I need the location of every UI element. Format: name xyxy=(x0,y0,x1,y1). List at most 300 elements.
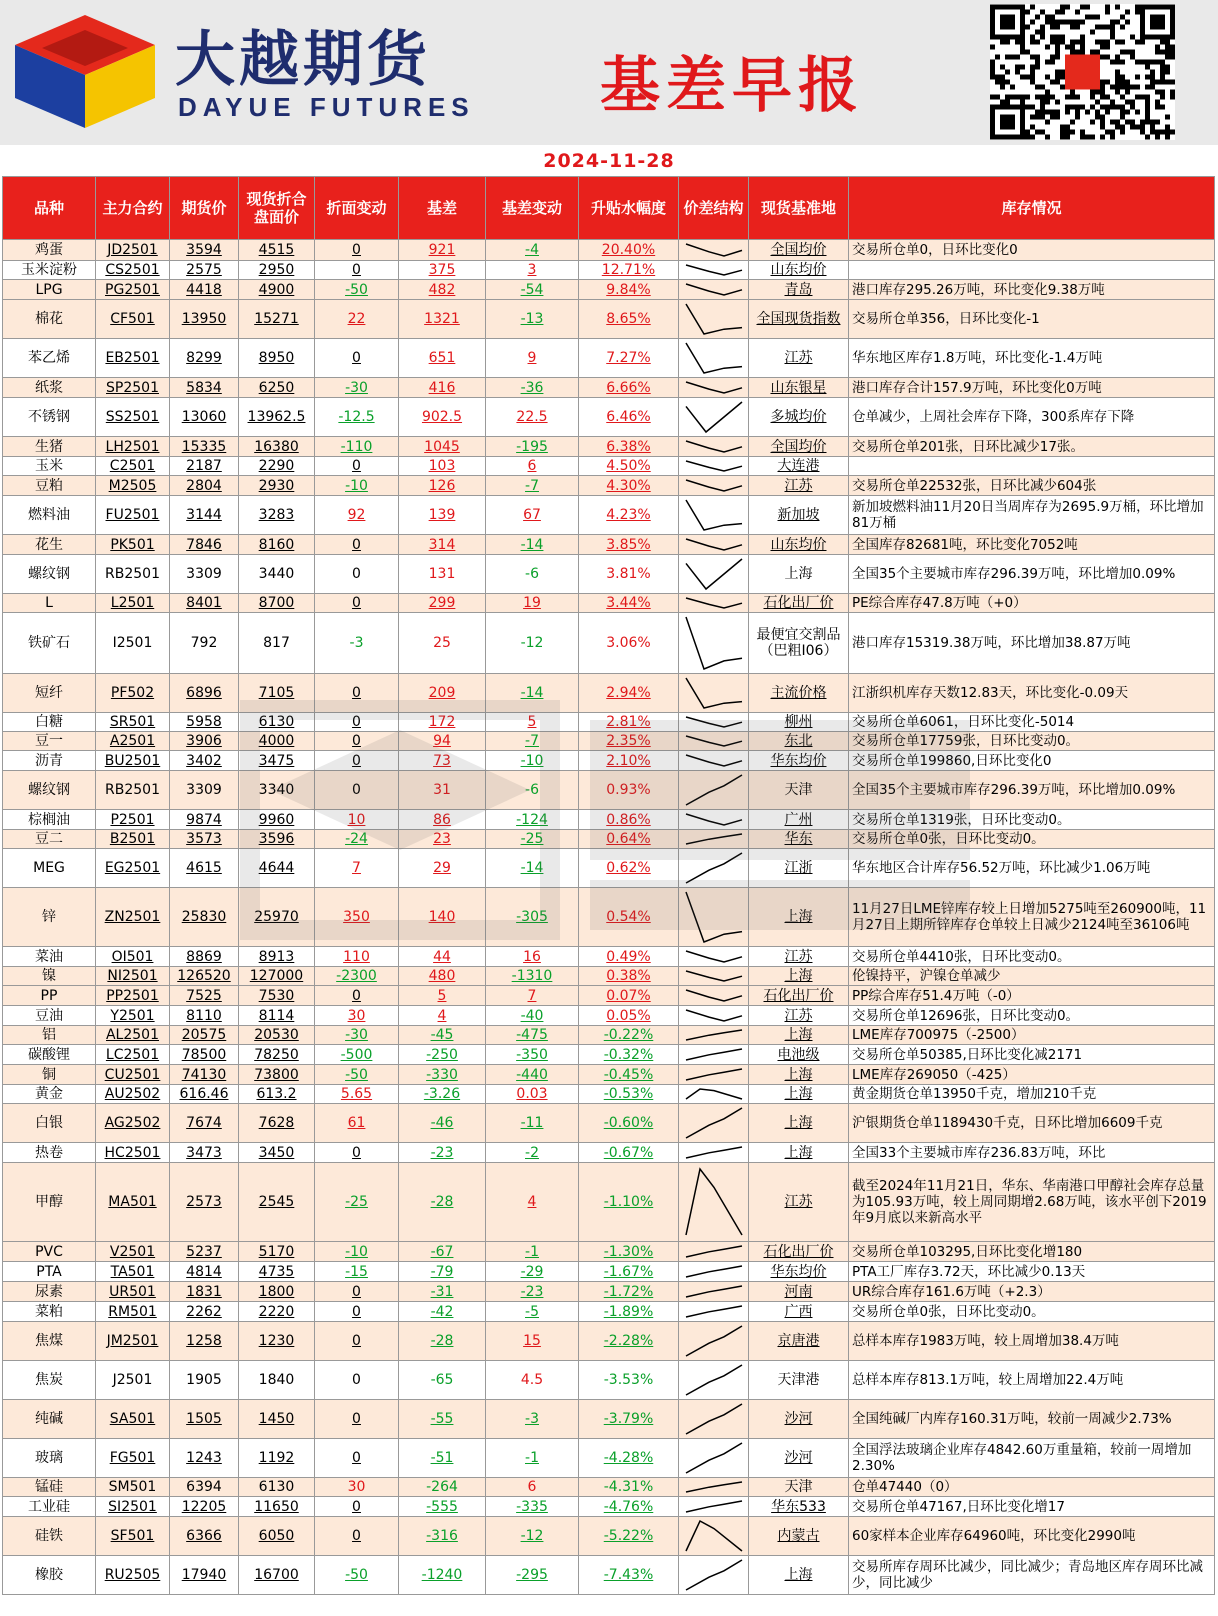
cell-premium xyxy=(579,613,679,674)
cell-spread-structure xyxy=(679,888,749,947)
cell-inventory xyxy=(849,613,1215,674)
cell-spot-change xyxy=(315,751,399,771)
cell-text: 1800 xyxy=(258,1283,295,1300)
cell-spot-location xyxy=(749,476,849,496)
cell-text: RB2501 xyxy=(105,782,160,798)
table-row xyxy=(3,947,1215,967)
cell-text: PTA xyxy=(36,1263,62,1280)
cell-basis-change xyxy=(486,1497,579,1517)
cell-futures-price xyxy=(170,457,239,476)
cell-text: -36 xyxy=(520,379,544,396)
cell-text: -10 xyxy=(345,1243,368,1260)
cell-text: 菜油 xyxy=(35,948,63,965)
cell-text: 1258 xyxy=(186,1333,222,1349)
cell-basis xyxy=(399,280,486,300)
cell-inventory xyxy=(849,947,1215,967)
spread-sparkline xyxy=(684,715,744,729)
cell-text: FG501 xyxy=(109,1450,156,1466)
cell-premium xyxy=(579,732,679,751)
cell-text: -0.67% xyxy=(603,1144,654,1161)
cell-text: 新加坡燃料油11月20日当周库存为2695.9万桶，环比增加81万桶 xyxy=(852,499,1204,531)
cell-text: 新加坡 xyxy=(777,507,820,523)
cell-futures-price xyxy=(170,339,239,378)
cell-text: J2501 xyxy=(112,1372,153,1388)
cell-premium xyxy=(579,555,679,594)
cell-spot-location xyxy=(749,1045,849,1065)
cell-text: -30 xyxy=(345,1027,368,1043)
cell-basis-change xyxy=(486,261,579,280)
cell-basis-change xyxy=(486,674,579,713)
cell-text: 20530 xyxy=(254,1027,299,1043)
cell-contract xyxy=(96,1242,170,1262)
cell-text: -11 xyxy=(520,1115,544,1131)
cell-futures-price xyxy=(170,261,239,280)
cell-text: -350 xyxy=(516,1046,548,1063)
cell-inventory xyxy=(849,1302,1215,1322)
cell-text: 港口库存合计157.9万吨，环比变化0万吨 xyxy=(852,379,1102,396)
spread-sparkline xyxy=(684,1304,744,1319)
cell-futures-price xyxy=(170,732,239,751)
cell-futures-price xyxy=(170,771,239,810)
cell-text: PF502 xyxy=(110,685,155,701)
cell-premium xyxy=(579,830,679,849)
cell-text: 2804 xyxy=(186,477,222,494)
cell-text: 主流价格 xyxy=(770,685,827,701)
table-row xyxy=(3,280,1215,300)
cell-spot-change xyxy=(315,300,399,339)
cell-text: 全国35个主要城市库存296.39万吨，环比增加0.09% xyxy=(852,782,1176,798)
cell-basis-change xyxy=(486,1478,579,1497)
cell-spot-location xyxy=(749,751,849,771)
cell-text: PG2501 xyxy=(105,281,160,298)
cell-text: SM501 xyxy=(108,1479,157,1495)
cell-inventory xyxy=(849,1104,1215,1143)
cell-text: 23 xyxy=(433,831,451,847)
cell-text: 华东533 xyxy=(771,1498,826,1515)
cell-basis-change xyxy=(486,594,579,613)
cell-contract xyxy=(96,967,170,986)
cell-premium xyxy=(579,1282,679,1302)
cell-text: 3402 xyxy=(186,752,222,769)
cell-basis xyxy=(399,947,486,967)
cell-text: AG2502 xyxy=(104,1115,161,1131)
cell-spot-change xyxy=(315,457,399,476)
table-row xyxy=(3,1400,1215,1439)
table-row xyxy=(3,888,1215,947)
cell-premium xyxy=(579,713,679,732)
cell-inventory xyxy=(849,1400,1215,1439)
cell-contract xyxy=(96,732,170,751)
cell-basis xyxy=(399,967,486,986)
cell-text: -335 xyxy=(516,1498,548,1515)
cell-spot-location xyxy=(749,1400,849,1439)
table-row xyxy=(3,1302,1215,1322)
cell-text: -264 xyxy=(426,1479,458,1495)
cell-text: UR501 xyxy=(109,1283,156,1300)
col-header-spot-price: 现货折合盘面价 xyxy=(239,177,315,240)
table-row xyxy=(3,555,1215,594)
spread-sparkline xyxy=(684,380,744,395)
cell-spot-change xyxy=(315,555,399,594)
cell-text: 广西 xyxy=(784,1303,813,1320)
cell-spread-structure xyxy=(679,476,749,496)
cell-contract xyxy=(96,457,170,476)
cell-spot-change xyxy=(315,1497,399,1517)
cell-spot-change xyxy=(315,810,399,830)
cell-futures-price xyxy=(170,1104,239,1143)
cell-text: L2501 xyxy=(110,595,155,611)
cell-text: 86 xyxy=(433,811,451,828)
cell-basis xyxy=(399,1361,486,1400)
cell-text: 9.84% xyxy=(606,281,651,298)
cell-text: 8950 xyxy=(258,350,295,366)
cell-text: 东北 xyxy=(784,733,813,749)
cell-text: 314 xyxy=(428,536,456,553)
cell-spot-change xyxy=(315,1556,399,1595)
cell-spread-structure xyxy=(679,1322,749,1361)
cell-text: 140 xyxy=(428,909,456,925)
cell-basis xyxy=(399,613,486,674)
cell-text: 480 xyxy=(428,968,456,984)
spread-sparkline xyxy=(684,734,744,748)
cell-spot-location xyxy=(749,1302,849,1322)
cell-text: 8869 xyxy=(186,948,222,965)
cell-basis-change xyxy=(486,888,579,947)
cell-premium xyxy=(579,1439,679,1478)
cell-premium xyxy=(579,1065,679,1085)
cell-text: 3.44% xyxy=(606,595,651,611)
cell-futures-price xyxy=(170,240,239,261)
cell-spot-change xyxy=(315,732,399,751)
cell-text: 30 xyxy=(347,1479,366,1495)
cell-basis xyxy=(399,1400,486,1439)
cell-text: 京唐港 xyxy=(777,1333,820,1349)
cell-text: B2501 xyxy=(109,831,156,847)
cell-text: 3340 xyxy=(258,782,295,798)
spread-sparkline xyxy=(684,557,744,591)
cell-text: -28 xyxy=(430,1333,454,1349)
spread-sparkline xyxy=(684,1047,744,1062)
cell-variety xyxy=(3,594,96,613)
spread-sparkline xyxy=(684,1441,744,1475)
cell-text: 1840 xyxy=(258,1372,295,1388)
cell-inventory xyxy=(849,1242,1215,1262)
cell-text: -6 xyxy=(525,566,539,582)
cell-spread-structure xyxy=(679,674,749,713)
cell-basis-change xyxy=(486,398,579,437)
cell-text: 8401 xyxy=(186,595,222,611)
cell-text: -31 xyxy=(430,1283,454,1300)
cell-text: 4814 xyxy=(186,1263,222,1280)
cell-inventory xyxy=(849,300,1215,339)
cell-inventory xyxy=(849,810,1215,830)
cell-basis xyxy=(399,849,486,888)
cell-variety xyxy=(3,261,96,280)
cell-contract xyxy=(96,771,170,810)
cell-text: 8.65% xyxy=(606,311,651,327)
cell-basis-change xyxy=(486,1282,579,1302)
cell-text: 6130 xyxy=(258,1479,295,1495)
cell-premium xyxy=(579,1302,679,1322)
cell-basis xyxy=(399,1026,486,1045)
cell-text: MEG xyxy=(33,860,65,876)
cell-spot-location xyxy=(749,986,849,1006)
cell-contract xyxy=(96,300,170,339)
cell-futures-price xyxy=(170,1302,239,1322)
cell-text: -7.43% xyxy=(603,1567,654,1583)
cell-text: 上海 xyxy=(784,1567,813,1583)
cell-spot-price xyxy=(239,967,315,986)
cell-text: AL2501 xyxy=(105,1027,159,1043)
cell-basis xyxy=(399,555,486,594)
cell-text: TA501 xyxy=(110,1263,155,1280)
cell-premium xyxy=(579,771,679,810)
cell-text: 上海 xyxy=(784,1066,813,1083)
cell-contract xyxy=(96,1556,170,1595)
cell-contract xyxy=(96,1045,170,1065)
spread-sparkline xyxy=(684,1402,744,1436)
cell-spot-price xyxy=(239,613,315,674)
cell-text: 6.46% xyxy=(606,409,651,425)
cell-basis xyxy=(399,1556,486,1595)
table-row xyxy=(3,751,1215,771)
cell-basis xyxy=(399,1143,486,1163)
cell-spread-structure xyxy=(679,240,749,261)
cell-contract xyxy=(96,476,170,496)
cell-spot-location xyxy=(749,713,849,732)
cell-variety xyxy=(3,1065,96,1085)
table-row xyxy=(3,1026,1215,1045)
cell-text: 5237 xyxy=(186,1243,222,1260)
cell-text: 0 xyxy=(352,1450,361,1466)
cell-spread-structure xyxy=(679,1556,749,1595)
cell-futures-price xyxy=(170,280,239,300)
cell-premium xyxy=(579,300,679,339)
cell-text: A2501 xyxy=(109,733,156,749)
cell-text: 6.38% xyxy=(606,438,651,455)
cell-text: 482 xyxy=(428,281,456,298)
cell-text: PK501 xyxy=(110,536,155,553)
cell-spot-location xyxy=(749,378,849,398)
cell-text: 交易所仓单1319张，日环比变动0。 xyxy=(852,811,1071,828)
cell-text: 0 xyxy=(352,595,361,611)
cell-text: 4000 xyxy=(258,733,295,749)
cell-futures-price xyxy=(170,496,239,535)
cell-text: -79 xyxy=(430,1263,454,1280)
cell-futures-price xyxy=(170,1556,239,1595)
cell-text: 多城均价 xyxy=(770,409,827,425)
cell-text: 燃料油 xyxy=(28,507,70,523)
table-row xyxy=(3,1085,1215,1104)
cell-spot-location xyxy=(749,732,849,751)
table-row xyxy=(3,1006,1215,1026)
cell-text: 交易所仓单103295,日环比变化增180 xyxy=(852,1243,1083,1260)
cell-text: 9960 xyxy=(258,811,295,828)
cell-premium xyxy=(579,240,679,261)
cell-spot-location xyxy=(749,1143,849,1163)
cell-variety xyxy=(3,437,96,457)
cell-text: 0 xyxy=(352,1372,361,1388)
cell-spot-price xyxy=(239,1517,315,1556)
cell-text: 0.05% xyxy=(606,1007,651,1024)
cell-text: -42 xyxy=(430,1303,454,1320)
cell-text: 江苏 xyxy=(784,350,813,366)
cell-text: -124 xyxy=(516,811,548,828)
cell-spot-change xyxy=(315,613,399,674)
cell-text: 6050 xyxy=(258,1528,295,1544)
cell-basis xyxy=(399,751,486,771)
cell-text: 11650 xyxy=(254,1498,299,1515)
cell-inventory xyxy=(849,967,1215,986)
cell-text: 13962.5 xyxy=(247,409,306,425)
cell-spot-change xyxy=(315,947,399,967)
cell-spot-location xyxy=(749,555,849,594)
cell-text: 78250 xyxy=(254,1046,299,1063)
cell-text: 5.65 xyxy=(340,1086,373,1102)
cell-text: 7525 xyxy=(186,987,222,1004)
cell-spread-structure xyxy=(679,1282,749,1302)
cell-text: 4418 xyxy=(186,281,222,298)
cell-spot-location xyxy=(749,261,849,280)
cell-text: 126 xyxy=(428,477,456,494)
cell-spot-price xyxy=(239,713,315,732)
cell-basis xyxy=(399,535,486,555)
cell-text: 7 xyxy=(352,860,361,876)
col-header-spot-location: 现货基准地 xyxy=(749,177,849,240)
cell-basis xyxy=(399,986,486,1006)
cell-text: 2.94% xyxy=(606,685,651,701)
cell-text: -1 xyxy=(525,1243,539,1260)
cell-spot-price xyxy=(239,849,315,888)
cell-text: 2573 xyxy=(186,1194,222,1210)
cell-text: 6 xyxy=(527,458,537,474)
cell-variety xyxy=(3,496,96,535)
cell-text: 大连港 xyxy=(777,458,820,474)
cell-text: 3.06% xyxy=(606,635,651,651)
spread-sparkline xyxy=(684,1363,744,1397)
cell-basis-change xyxy=(486,751,579,771)
cell-text: 3475 xyxy=(258,752,295,769)
spread-sparkline xyxy=(684,596,744,610)
cell-spread-structure xyxy=(679,496,749,535)
cell-text: 3450 xyxy=(258,1144,295,1161)
cell-premium xyxy=(579,674,679,713)
cell-premium xyxy=(579,261,679,280)
cell-text: 921 xyxy=(428,242,456,258)
cell-basis xyxy=(399,1439,486,1478)
cell-spot-price xyxy=(239,1006,315,1026)
cell-text: 0 xyxy=(352,685,361,701)
cell-spot-change xyxy=(315,830,399,849)
cell-text: SP2501 xyxy=(106,379,159,396)
cell-text: -5.22% xyxy=(603,1528,654,1544)
cell-inventory xyxy=(849,771,1215,810)
spread-sparkline xyxy=(684,341,744,375)
cell-spread-structure xyxy=(679,261,749,280)
cell-text: 螺纹钢 xyxy=(28,566,70,582)
cell-text: 上海 xyxy=(784,968,813,984)
cell-spread-structure xyxy=(679,613,749,674)
cell-spot-location xyxy=(749,594,849,613)
cell-futures-price xyxy=(170,1361,239,1400)
cell-spot-location xyxy=(749,1085,849,1104)
cell-spot-price xyxy=(239,1556,315,1595)
cell-basis xyxy=(399,339,486,378)
cell-text: PP2501 xyxy=(106,987,159,1004)
cell-futures-price xyxy=(170,300,239,339)
col-header-basis: 基差 xyxy=(399,177,486,240)
cell-contract xyxy=(96,280,170,300)
cell-futures-price xyxy=(170,1242,239,1262)
cell-spot-price xyxy=(239,280,315,300)
cell-text: 全国35个主要城市库存296.39万吨，环比增加0.09% xyxy=(852,566,1176,582)
cell-spot-change xyxy=(315,1163,399,1242)
cell-text: -10 xyxy=(520,752,544,769)
cell-spot-change xyxy=(315,967,399,986)
cell-spread-structure xyxy=(679,1400,749,1439)
table-row xyxy=(3,378,1215,398)
cell-contract xyxy=(96,1065,170,1085)
cell-futures-price xyxy=(170,830,239,849)
cell-text: 0 xyxy=(352,1303,361,1320)
col-header-spread-structure: 价差结构 xyxy=(679,177,749,240)
cell-premium xyxy=(579,1497,679,1517)
cell-spot-change xyxy=(315,594,399,613)
cell-spread-structure xyxy=(679,555,749,594)
cell-text: 3594 xyxy=(186,242,222,258)
cell-text: 1230 xyxy=(258,1333,295,1349)
cell-text: 上海 xyxy=(784,1027,813,1043)
cell-text: -1310 xyxy=(511,968,553,984)
cell-text: 73800 xyxy=(254,1066,299,1083)
cell-text: 4 xyxy=(437,1007,447,1024)
qr-code-icon[interactable] xyxy=(990,4,1175,140)
cell-basis-change xyxy=(486,300,579,339)
cell-spot-location xyxy=(749,1006,849,1026)
cell-text: 817 xyxy=(263,635,290,651)
cell-text: 15335 xyxy=(181,438,227,455)
cell-text: 613.2 xyxy=(256,1086,297,1102)
spread-sparkline xyxy=(684,400,744,434)
cell-basis-change xyxy=(486,1400,579,1439)
table-row xyxy=(3,1104,1215,1143)
cell-text: LH2501 xyxy=(105,438,160,455)
cell-text: 交易所仓单0张，日环比变动0。 xyxy=(852,1303,1045,1320)
cell-basis-change xyxy=(486,613,579,674)
spread-sparkline xyxy=(684,1284,744,1299)
cell-text: 全国33个主要城市库存236.83万吨，环比 xyxy=(852,1144,1106,1161)
cell-basis xyxy=(399,1045,486,1065)
cell-text: 交易所仓单356，日环比变化-1 xyxy=(852,311,1040,327)
cell-text: 7674 xyxy=(186,1115,222,1131)
cell-spot-location xyxy=(749,1517,849,1556)
cell-variety xyxy=(3,1104,96,1143)
cell-premium xyxy=(579,457,679,476)
cell-text: 0 xyxy=(352,733,361,749)
cell-text: -24 xyxy=(345,831,368,847)
cell-text: 2290 xyxy=(258,458,295,474)
spread-sparkline xyxy=(684,1264,744,1279)
cell-text: 焦煤 xyxy=(35,1333,63,1349)
cell-premium xyxy=(579,1478,679,1497)
cell-basis-change xyxy=(486,280,579,300)
cell-spread-structure xyxy=(679,1143,749,1163)
cell-contract xyxy=(96,947,170,967)
cell-premium xyxy=(579,594,679,613)
col-header-contract: 主力合约 xyxy=(96,177,170,240)
cell-text: 豆一 xyxy=(35,733,63,749)
cell-text: 0 xyxy=(352,752,361,769)
